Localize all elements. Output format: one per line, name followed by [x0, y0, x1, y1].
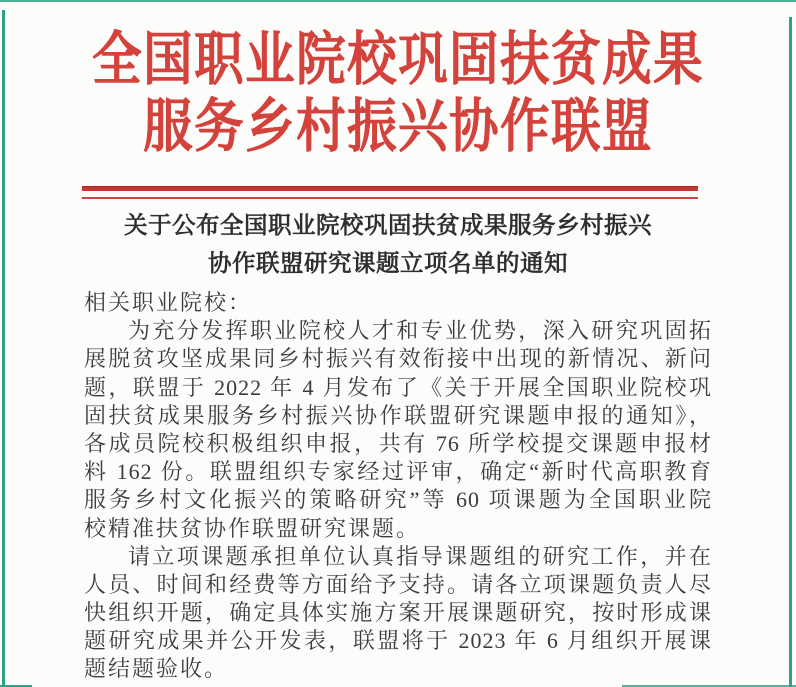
notice-body: [84, 289, 712, 684]
body-line: 相关职业院校：: [84, 290, 253, 315]
letterhead-title-line-1: 全国职业院校巩固扶贫成果: [91, 27, 705, 92]
body-line: 各成员院校积极组织申报，共有 76 所学校提交课题申报材: [84, 430, 712, 456]
page-edge-bottom-right: [622, 685, 796, 687]
body-line: 展脱贫攻坚成果同乡村振兴有效衔接中出现的新情况、新问: [84, 346, 712, 372]
letterhead-title: [0, 26, 796, 160]
page-edge-top: [0, 0, 796, 2]
body-line: 服务乡村文化振兴的策略研究”等 60 项课题为全国职业院: [84, 487, 712, 513]
body-line: 料 162 份。联盟组织专家经过评审，确定“新时代高职教育: [84, 459, 712, 485]
notice-heading-line-1: 关于公布全国职业院校巩固扶贫成果服务乡村振兴: [124, 213, 652, 239]
body-line: 题，联盟于 2022 年 4 月发布了《关于开展全国职业院校巩: [84, 374, 712, 400]
letterhead-rule-thick: [82, 186, 698, 191]
body-line: 校精准扶贫协作联盟研究课题。: [84, 515, 421, 541]
notice-heading: [74, 207, 702, 283]
notice-heading-line-2: 协作联盟研究课题立项名单的通知: [208, 251, 568, 277]
body-line: 请立项课题承担单位认真指导课题组的研究工作，并在: [128, 543, 712, 569]
letterhead-title-line-2: 服务乡村振兴协作联盟: [142, 94, 653, 159]
body-line: 固扶贫成果服务乡村振兴协作联盟研究课题申报的通知》，: [84, 402, 712, 428]
body-line: 题结题验收。: [84, 656, 229, 682]
body-line: 人员、时间和经费等方面给予支持。请各立项课题负责人尽: [84, 571, 712, 597]
body-line: 为充分发挥职业院校人才和专业优势，深入研究巩固拓: [128, 318, 712, 344]
body-line: 题研究成果并公开发表，联盟将于 2023 年 6 月组织开展课: [84, 628, 712, 654]
body-line: 快组织开题，确定具体实施方案开展课题研究，按时形成课: [84, 600, 712, 626]
letterhead-rule-thin: [82, 197, 698, 199]
